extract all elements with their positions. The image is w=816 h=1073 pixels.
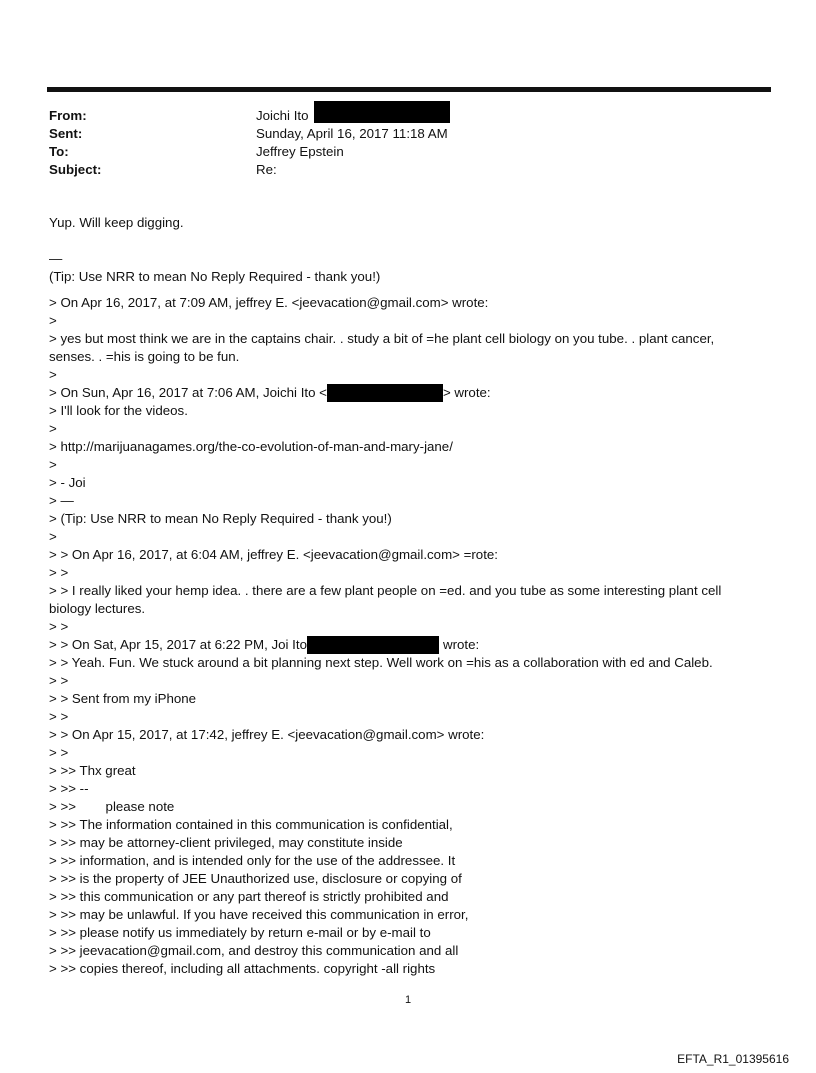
subject-value: Re: <box>256 162 277 177</box>
quoted-line: > > <box>49 565 69 580</box>
from-value: Joichi Ito <box>256 108 309 123</box>
redaction-box <box>314 101 450 123</box>
quoted-line: > <box>49 457 57 472</box>
to-value: Jeffrey Epstein <box>256 144 344 159</box>
quoted-line: > <box>49 529 57 544</box>
quoted-line: > > On Apr 16, 2017, at 6:04 AM, jeffrey E. <jeevacation@gmail.com> =rote: <box>49 547 498 562</box>
quoted-line: > - Joi <box>49 475 86 490</box>
quoted-line: > yes but most think we are in the captains chair. . study a bit of =he plant cell biology on you tube. . plant cancer, senses. . =his is going to be fun. <box>49 331 715 364</box>
quoted-link: > http://marijuanagames.org/the-co-evolution-of-man-and-mary-jane/ <box>49 439 453 454</box>
subject-label: Subject: <box>49 162 102 177</box>
quoted-line: > On Sun, Apr 16, 2017 at 7:06 AM, Joichi Ito < > wrote: <box>49 384 761 402</box>
quoted-line: > <box>49 421 57 436</box>
quoted-line: > > <box>49 673 69 688</box>
quoted-line: > — <box>49 493 74 508</box>
redaction-box <box>327 384 443 402</box>
to-label: To: <box>49 144 69 159</box>
quoted-line: > >> -- <box>49 781 89 796</box>
quoted-line: > > Yeah. Fun. We stuck around a bit planning next step. Well work on =his as a collaboration with ed and Caleb. <box>49 655 713 670</box>
quoted-line: > <box>49 313 57 328</box>
quoted-line: > >> Thx great <box>49 763 136 778</box>
quoted-line: > >> please note <box>49 799 175 814</box>
disclaimer-line: > >> information, and is intended only for the use of the addressee. It <box>49 853 456 868</box>
quoted-line: > > On Sat, Apr 15, 2017 at 6:22 PM, Joi Ito wrote: <box>49 636 761 654</box>
sent-value: Sunday, April 16, 2017 11:18 AM <box>256 126 448 141</box>
disclaimer-line: > >> The information contained in this communication is confidential, <box>49 817 453 832</box>
quoted-line: > <box>49 367 57 382</box>
disclaimer-line: > >> may be unlawful. If you have received this communication in error, <box>49 907 469 922</box>
quoted-line: > (Tip: Use NRR to mean No Reply Required - thank you!) <box>49 511 392 526</box>
quoted-line: > > On Apr 15, 2017, at 17:42, jeffrey E. <jeevacation@gmail.com> wrote: <box>49 727 485 742</box>
disclaimer-line: > >> this communication or any part thereof is strictly prohibited and <box>49 889 449 904</box>
page-number: 1 <box>404 994 412 1006</box>
quoted-line: > > <box>49 709 69 724</box>
quoted-line: > I'll look for the videos. <box>49 403 188 418</box>
quoted-line: > > <box>49 619 69 634</box>
disclaimer-line: > >> copies thereof, including all attachments. copyright -all rights <box>49 961 436 976</box>
body-line: (Tip: Use NRR to mean No Reply Required - thank you!) <box>49 269 381 284</box>
from-label: From: <box>49 108 87 123</box>
quoted-line: > > Sent from my iPhone <box>49 691 197 706</box>
body-line: Yup. Will keep digging. <box>49 215 184 230</box>
quoted-line: > > I really liked your hemp idea. . there are a few plant people on =ed. and you tube as some interesting plant cell biology lectures. <box>49 583 722 616</box>
sent-label: Sent: <box>49 126 83 141</box>
header-rule <box>47 87 771 92</box>
redaction-box <box>307 636 439 654</box>
document-id: EFTA_R1_01395616 <box>677 1052 789 1066</box>
disclaimer-line: > >> jeevacation@gmail.com, and destroy this communication and all <box>49 943 459 958</box>
email-body <box>49 214 761 978</box>
disclaimer-line: > >> is the property of JEE Unauthorized use, disclosure or copying of <box>49 871 462 886</box>
quoted-line: > > <box>49 745 69 760</box>
disclaimer-line: > >> may be attorney-client privileged, may constitute inside <box>49 835 403 850</box>
signature-dash: — <box>49 251 63 266</box>
disclaimer-line: > >> please notify us immediately by return e-mail or by e-mail to <box>49 925 431 940</box>
quoted-line: > On Apr 16, 2017, at 7:09 AM, jeffrey E. <jeevacation@gmail.com> wrote: <box>49 295 489 310</box>
